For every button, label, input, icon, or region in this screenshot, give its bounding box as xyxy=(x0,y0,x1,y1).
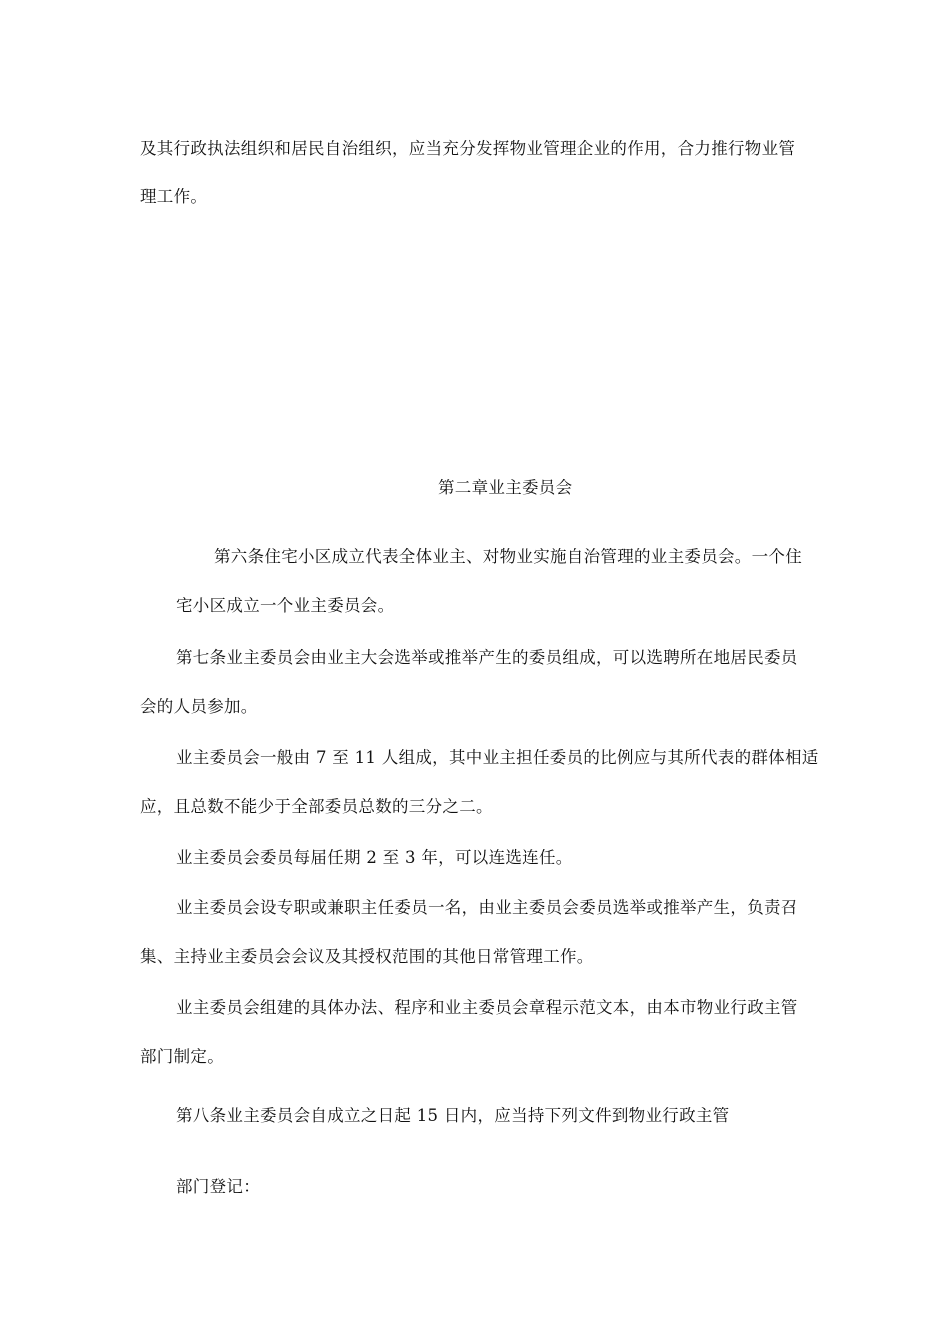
paragraph-line: 业主委员会委员每届任期 2 至 3 年，可以连选连任。 xyxy=(176,848,573,867)
paragraph-line: 业主委员会设专职或兼职主任委员一名，由业主委员会委员选举或推举产生，负责召 xyxy=(176,898,798,917)
chapter-heading: 第二章业主委员会 xyxy=(438,478,573,497)
paragraph-line: 部门制定。 xyxy=(140,1047,224,1066)
article-8-line: 第八条业主委员会自成立之日起 15 日内，应当持下列文件到物业行政主管 xyxy=(176,1106,730,1125)
paragraph-line: 应，且总数不能少于全部委员总数的三分之二。 xyxy=(140,797,493,816)
paragraph-line: 理工作。 xyxy=(140,187,208,206)
article-6-line: 第六条住宅小区成立代表全体业主、对物业实施自治管理的业主委员会。一个住 xyxy=(214,547,802,566)
article-7-line: 会的人员参加。 xyxy=(140,697,258,716)
paragraph-line: 及其行政执法组织和居民自治组织，应当充分发挥物业管理企业的作用，合力推行物业管 xyxy=(140,139,796,158)
article-8-line: 部门登记： xyxy=(176,1177,260,1196)
paragraph-line: 业主委员会组建的具体办法、程序和业主委员会章程示范文本，由本市物业行政主管 xyxy=(176,998,798,1017)
paragraph-line: 业主委员会一般由 7 至 11 人组成，其中业主担任委员的比例应与其所代表的群体相适 xyxy=(176,748,819,767)
article-6-line: 宅小区成立一个业主委员会。 xyxy=(176,596,395,615)
paragraph-line: 集、主持业主委员会会议及其授权范围的其他日常管理工作。 xyxy=(140,947,594,966)
article-7-line: 第七条业主委员会由业主大会选举或推举产生的委员组成，可以选聘所在地居民委员 xyxy=(176,648,798,667)
